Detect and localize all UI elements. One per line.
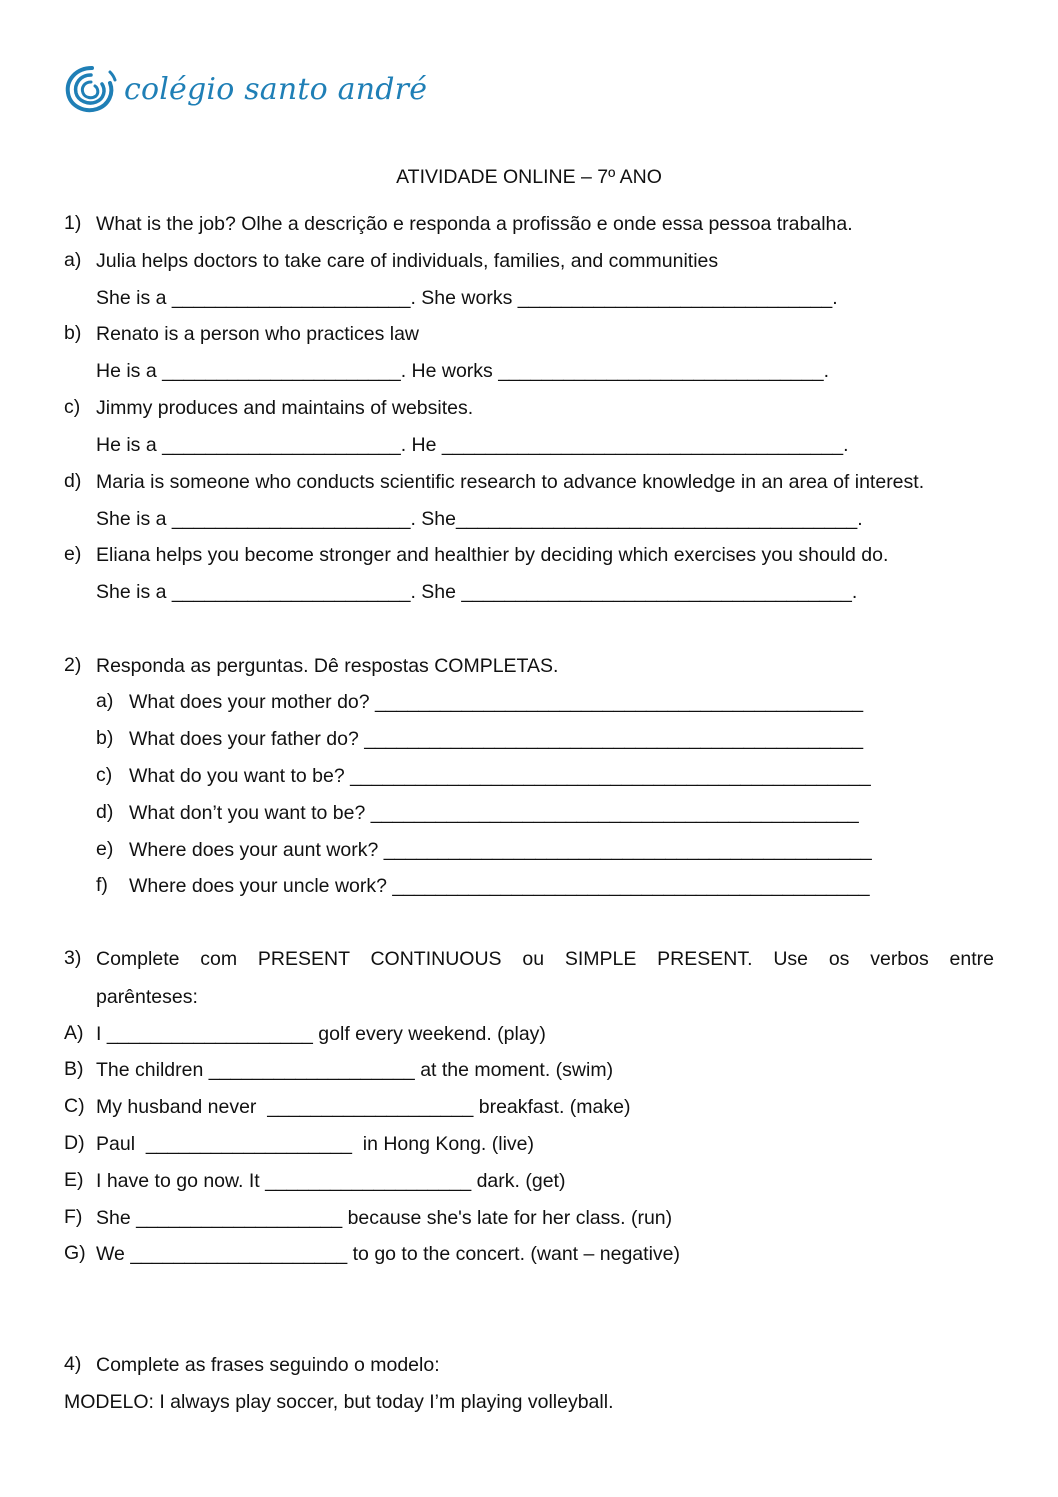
q3-item-g-marker: G) [64, 1242, 86, 1264]
q3-item-g-text[interactable]: We ____________________ to go to the concert. (want – negative) [96, 1243, 680, 1265]
q3-item-e-marker: E) [64, 1169, 84, 1191]
q1-item-c-answer-line[interactable]: He is a ______________________. He _____________________________________. [96, 434, 849, 456]
school-logo [62, 60, 427, 118]
q2-item-b-marker: b) [96, 727, 114, 749]
question-3-prompt-line-1: Complete com PRESENT CONTINUOUS ou SIMPLE PRESENT. Use os verbos entre [96, 948, 994, 970]
q2-item-a-marker: a) [96, 690, 114, 712]
q1-item-d-marker: d) [64, 470, 82, 492]
q3-item-e-text[interactable]: I have to go now. It ___________________ dark. (get) [96, 1170, 566, 1192]
q1-item-e-answer-line[interactable]: She is a ______________________. She ____________________________________. [96, 581, 858, 603]
q1-item-a-marker: a) [64, 249, 82, 271]
q2-item-a-text[interactable]: What does your mother do? _____________________________________________ [129, 691, 864, 713]
question-2-prompt: Responda as perguntas. Dê respostas COMPLETAS. [96, 655, 559, 677]
q3-item-b-marker: B) [64, 1058, 84, 1080]
q3-item-b-text[interactable]: The children ___________________ at the moment. (swim) [96, 1059, 614, 1081]
q1-item-b-text: Renato is a person who practices law [96, 323, 419, 345]
q2-item-c-marker: c) [96, 764, 113, 786]
q1-item-d-text: Maria is someone who conducts scientific research to advance knowledge in an area of interest. [96, 471, 925, 493]
q1-item-e-text: Eliana helps you become stronger and healthier by deciding which exercises you should do. [96, 544, 889, 566]
q1-item-c-text: Jimmy produces and maintains of websites. [96, 397, 474, 419]
q3-item-a-text[interactable]: I ___________________ golf every weekend. (play) [96, 1023, 546, 1045]
page-title: ATIVIDADE ONLINE – 7º ANO [396, 166, 662, 188]
q3-item-f-text[interactable]: She ___________________ because she's late for her class. (run) [96, 1207, 673, 1229]
q3-item-f-marker: F) [64, 1206, 83, 1228]
q3-item-d-marker: D) [64, 1132, 85, 1154]
question-2-number: 2) [64, 654, 82, 676]
q2-item-b-text[interactable]: What does your father do? ______________________________________________ [129, 728, 864, 750]
question-4-prompt: Complete as frases seguindo o modelo: [96, 1354, 440, 1376]
q1-item-d-answer-line[interactable]: She is a ______________________. She_____________________________________. [96, 508, 863, 530]
q1-item-b-answer-line[interactable]: He is a ______________________. He works ______________________________. [96, 360, 829, 382]
swirl-logo-icon [62, 60, 120, 118]
q3-item-c-marker: C) [64, 1095, 85, 1117]
question-4-number: 4) [64, 1353, 82, 1375]
logo-text: colégio santo andré [124, 71, 428, 107]
question-3-prompt-line-2: parênteses: [96, 986, 198, 1008]
q1-item-b-marker: b) [64, 322, 82, 344]
q1-item-c-marker: c) [64, 396, 81, 418]
question-1-number: 1) [64, 212, 82, 234]
q2-item-f-marker: f) [96, 874, 108, 896]
question-4-model: MODELO: I always play soccer, but today I’m playing volleyball. [64, 1391, 614, 1413]
q3-item-d-text[interactable]: Paul ___________________ in Hong Kong. (live) [96, 1133, 535, 1155]
q1-item-e-marker: e) [64, 543, 82, 565]
q2-item-f-text[interactable]: Where does your uncle work? ____________________________________________ [129, 875, 870, 897]
q1-item-a-text: Julia helps doctors to take care of individuals, families, and communities [96, 250, 719, 272]
q1-item-a-answer-line[interactable]: She is a ______________________. She works _____________________________. [96, 287, 838, 309]
q2-item-c-text[interactable]: What do you want to be? ________________________________________________ [129, 765, 871, 787]
q3-item-c-text[interactable]: My husband never ___________________ breakfast. (make) [96, 1096, 631, 1118]
q2-item-e-text[interactable]: Where does your aunt work? _____________________________________________ [129, 839, 872, 861]
question-1-prompt: What is the job? Olhe a descrição e responda a profissão e onde essa pessoa trabalha. [96, 213, 853, 235]
q2-item-d-text[interactable]: What don’t you want to be? _____________________________________________ [129, 802, 859, 824]
question-3-number: 3) [64, 947, 82, 969]
q2-item-d-marker: d) [96, 801, 114, 823]
q3-item-a-marker: A) [64, 1022, 84, 1044]
q2-item-e-marker: e) [96, 838, 114, 860]
